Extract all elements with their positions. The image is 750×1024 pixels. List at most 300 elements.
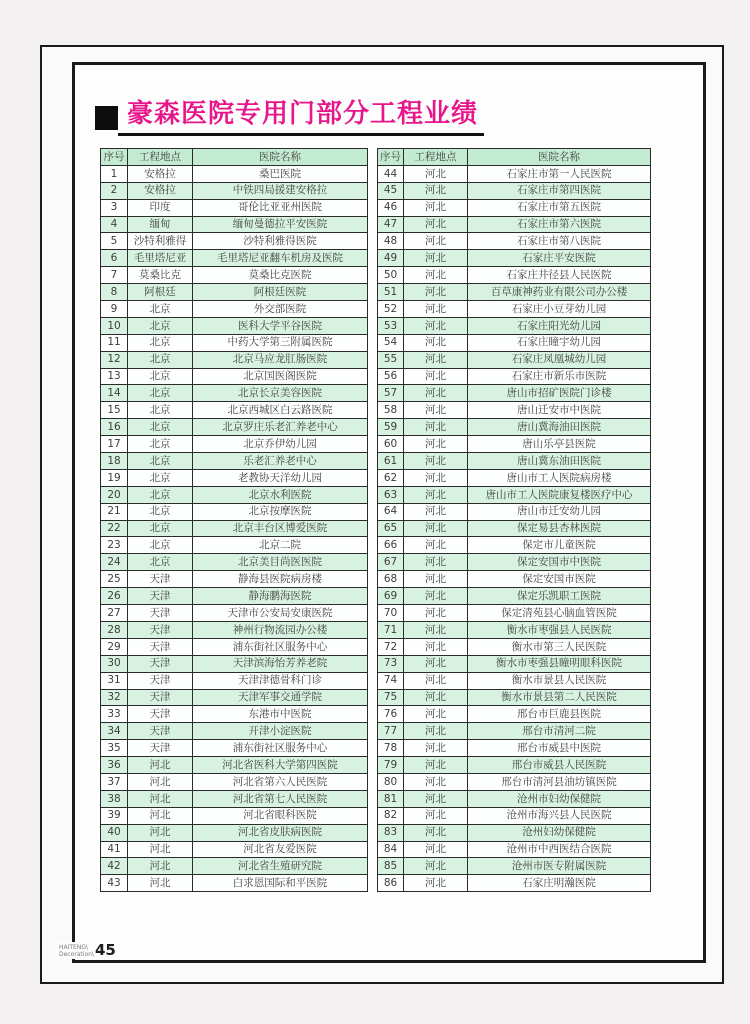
page-title: 豪森医院专用门部分工程业绩 [118,100,484,136]
location-cell: 河北 [404,351,468,368]
serial-cell: 67 [378,554,404,571]
location-cell: 河北 [404,402,468,419]
location-cell: 阿根廷 [128,284,193,301]
serial-cell: 44 [378,165,404,182]
hospital-cell: 石家庄市第四医院 [468,182,651,199]
location-cell: 天津 [128,655,193,672]
location-cell: 河北 [404,503,468,520]
serial-cell: 72 [378,638,404,655]
hospital-cell: 石家庄阳光幼儿园 [468,317,651,334]
table-row [378,402,651,419]
location-cell: 北京 [128,351,193,368]
hospital-cell: 唐山市招矿医院门诊楼 [468,385,651,402]
location-cell: 河北 [404,385,468,402]
location-cell: 北京 [128,402,193,419]
page-number: 45 [94,941,116,959]
serial-cell: 13 [101,368,128,385]
hospital-cell: 衡水市枣强县人民医院 [468,621,651,638]
serial-cell: 65 [378,520,404,537]
hospital-cell: 北京美目尚医医院 [193,554,368,571]
location-cell: 天津 [128,740,193,757]
table-row [101,436,368,453]
hospital-cell: 沙特利雅得医院 [193,233,368,250]
hospital-cell: 石家庄小豆芽幼儿园 [468,301,651,318]
hospital-cell: 河北省眼科医院 [193,807,368,824]
table-row [101,537,368,554]
hospital-cell: 唐山市迁安幼儿园 [468,503,651,520]
hospital-cell: 乐老汇养老中心 [193,453,368,470]
hospital-cell: 老教协天洋幼儿园 [193,469,368,486]
hospital-cell: 北京按摩医院 [193,503,368,520]
serial-cell: 83 [378,824,404,841]
location-cell: 河北 [128,773,193,790]
hospital-cell: 北京马应龙肛肠医院 [193,351,368,368]
table-row [378,757,651,774]
hospital-cell: 桑巴医院 [193,165,368,182]
table-row [101,233,368,250]
serial-cell: 76 [378,706,404,723]
serial-cell: 39 [101,807,128,824]
table-row [101,689,368,706]
brand-logo [56,942,119,959]
location-cell: 北京 [128,486,193,503]
header-location: 工程地点 [128,149,193,166]
location-cell: 北京 [128,469,193,486]
hospital-cell: 河北省第六人民医院 [193,773,368,790]
hospital-cell: 石家庄凤凰城幼儿园 [468,351,651,368]
table-row [101,351,368,368]
serial-cell: 31 [101,672,128,689]
location-cell: 天津 [128,638,193,655]
serial-cell: 27 [101,605,128,622]
location-cell: 河北 [404,740,468,757]
hospital-cell: 衡水市第三人民医院 [468,638,651,655]
table-row [378,216,651,233]
serial-cell: 19 [101,469,128,486]
location-cell: 莫桑比克 [128,267,193,284]
hospital-cell: 保定市儿童医院 [468,537,651,554]
table-row [378,655,651,672]
hospital-cell: 天津津德骨科门诊 [193,672,368,689]
location-cell: 河北 [404,655,468,672]
serial-cell: 61 [378,453,404,470]
location-cell: 北京 [128,503,193,520]
hospital-cell: 白求恩国际和平医院 [193,875,368,892]
hospital-cell: 北京长京美容医院 [193,385,368,402]
serial-cell: 66 [378,537,404,554]
table-row [101,334,368,351]
location-cell: 河北 [404,469,468,486]
table-row [378,317,651,334]
serial-cell: 5 [101,233,128,250]
location-cell: 河北 [404,453,468,470]
hospital-cell: 北京罗庄乐老汇养老中心 [193,419,368,436]
hospital-cell: 哥伦比亚亚州医院 [193,199,368,216]
hospital-cell: 河北省第七人民医院 [193,790,368,807]
hospital-cell: 神州行物流园办公楼 [193,621,368,638]
serial-cell: 82 [378,807,404,824]
table-row [378,588,651,605]
location-cell: 沙特利雅得 [128,233,193,250]
hospital-cell: 浦东街社区服务中心 [193,638,368,655]
location-cell: 河北 [128,807,193,824]
serial-cell: 38 [101,790,128,807]
location-cell: 河北 [128,824,193,841]
serial-cell: 4 [101,216,128,233]
location-cell: 天津 [128,621,193,638]
location-cell: 河北 [404,824,468,841]
table-row [378,503,651,520]
location-cell: 河北 [404,638,468,655]
table-row [378,740,651,757]
table-row [378,199,651,216]
hospital-cell: 唐山冀海油田医院 [468,419,651,436]
serial-cell: 16 [101,419,128,436]
location-cell: 毛里塔尼亚 [128,250,193,267]
table-row [101,588,368,605]
table-row [378,419,651,436]
hospital-cell: 邢台市威县中医院 [468,740,651,757]
table-row [378,486,651,503]
header-hospital: 医院名称 [193,149,368,166]
serial-cell: 51 [378,284,404,301]
serial-cell: 85 [378,858,404,875]
serial-cell: 73 [378,655,404,672]
serial-cell: 63 [378,486,404,503]
table-row [378,773,651,790]
serial-cell: 46 [378,199,404,216]
location-cell: 北京 [128,334,193,351]
table-row [378,385,651,402]
table-row [101,216,368,233]
serial-cell: 12 [101,351,128,368]
table-row [101,503,368,520]
serial-cell: 79 [378,757,404,774]
table-row [378,537,651,554]
brand-text [59,944,94,958]
hospital-cell: 保定易县杏林医院 [468,520,651,537]
location-cell: 安格拉 [128,165,193,182]
brand-line-bottom: Decoration\ [59,950,94,958]
table-row [101,301,368,318]
serial-cell: 14 [101,385,128,402]
serial-cell: 68 [378,571,404,588]
location-cell: 河北 [404,250,468,267]
serial-cell: 6 [101,250,128,267]
projects-table-right [377,148,651,892]
serial-cell: 1 [101,165,128,182]
table-row [378,841,651,858]
serial-cell: 23 [101,537,128,554]
table-row [378,790,651,807]
hospital-cell: 石家庄平安医院 [468,250,651,267]
table-row [101,824,368,841]
hospital-cell: 医科大学平谷医院 [193,317,368,334]
serial-cell: 86 [378,875,404,892]
serial-cell: 37 [101,773,128,790]
location-cell: 河北 [128,858,193,875]
hospital-cell: 唐山市工人医院康复楼医疗中心 [468,486,651,503]
brand-line-top: HAITENG\ [59,943,89,951]
serial-cell: 9 [101,301,128,318]
serial-cell: 49 [378,250,404,267]
serial-cell: 69 [378,588,404,605]
hospital-cell: 唐山乐亭县医院 [468,436,651,453]
serial-cell: 74 [378,672,404,689]
table-row [101,638,368,655]
serial-cell: 8 [101,284,128,301]
hospital-cell: 石家庄明瀚医院 [468,875,651,892]
hospital-cell: 阿根廷医院 [193,284,368,301]
serial-cell: 77 [378,723,404,740]
table-row [101,182,368,199]
table-row [101,605,368,622]
serial-cell: 15 [101,402,128,419]
hospital-cell: 河北省医科大学第四医院 [193,757,368,774]
serial-cell: 43 [101,875,128,892]
hospital-cell: 北京国医阁医院 [193,368,368,385]
serial-cell: 70 [378,605,404,622]
table-row [101,385,368,402]
serial-cell: 18 [101,453,128,470]
serial-cell: 26 [101,588,128,605]
location-cell: 河北 [404,419,468,436]
location-cell: 河北 [404,537,468,554]
table-row [378,706,651,723]
hospital-cell: 衡水市枣强县瞳明眼科医院 [468,655,651,672]
serial-cell: 2 [101,182,128,199]
page-title-row [95,100,484,136]
hospital-cell: 沧州市中西医结合医院 [468,841,651,858]
hospital-cell: 唐山迁安市中医院 [468,402,651,419]
table-row [378,520,651,537]
serial-cell: 11 [101,334,128,351]
serial-cell: 78 [378,740,404,757]
table-row [378,469,651,486]
table-row [378,672,651,689]
table-row [101,284,368,301]
hospital-cell: 开津小淀医院 [193,723,368,740]
location-cell: 北京 [128,537,193,554]
hospital-cell: 河北省友爱医院 [193,841,368,858]
table-row [101,453,368,470]
serial-cell: 64 [378,503,404,520]
location-cell: 北京 [128,520,193,537]
location-cell: 河北 [404,436,468,453]
location-cell: 天津 [128,706,193,723]
location-cell: 北京 [128,436,193,453]
hospital-cell: 保定乐凯职工医院 [468,588,651,605]
location-cell: 河北 [128,757,193,774]
serial-cell: 56 [378,368,404,385]
serial-cell: 28 [101,621,128,638]
hospital-cell: 北京丰台区博爱医院 [193,520,368,537]
table-row [101,790,368,807]
location-cell: 河北 [128,875,193,892]
table-row [101,672,368,689]
hospital-cell: 河北省皮肤病医院 [193,824,368,841]
location-cell: 北京 [128,385,193,402]
location-cell: 河北 [404,520,468,537]
serial-cell: 41 [101,841,128,858]
location-cell: 北京 [128,453,193,470]
location-cell: 天津 [128,588,193,605]
location-cell: 河北 [404,706,468,723]
hospital-cell: 北京乔伊幼儿园 [193,436,368,453]
hospital-cell: 沧州市海兴县人民医院 [468,807,651,824]
serial-cell: 35 [101,740,128,757]
serial-cell: 50 [378,267,404,284]
hospital-cell: 保定安国市中医院 [468,554,651,571]
location-cell: 河北 [404,807,468,824]
location-cell: 北京 [128,554,193,571]
location-cell: 河北 [404,284,468,301]
serial-cell: 84 [378,841,404,858]
serial-cell: 17 [101,436,128,453]
table-row [378,182,651,199]
location-cell: 河北 [404,267,468,284]
location-cell: 北京 [128,301,193,318]
header-serial: 序号 [101,149,128,166]
title-bullet-square-icon [95,106,118,130]
table-row [378,453,651,470]
projects-table-left [100,148,368,892]
location-cell: 河北 [404,199,468,216]
hospital-cell: 石家庄瞳宇幼儿园 [468,334,651,351]
location-cell: 河北 [404,621,468,638]
table-header-row [378,149,651,166]
table-row [101,807,368,824]
serial-cell: 54 [378,334,404,351]
table-row [378,436,651,453]
hospital-cell: 天津军事交通学院 [193,689,368,706]
hospital-cell: 百草康神药业有限公司办公楼 [468,284,651,301]
table-row [378,723,651,740]
serial-cell: 71 [378,621,404,638]
table-row [101,267,368,284]
table-row [101,773,368,790]
hospital-cell: 河北省生殖研究院 [193,858,368,875]
location-cell: 河北 [404,757,468,774]
serial-cell: 59 [378,419,404,436]
table-row [101,621,368,638]
header-serial: 序号 [378,149,404,166]
hospital-cell: 东港市中医院 [193,706,368,723]
table-row [378,284,651,301]
location-cell: 河北 [404,858,468,875]
table-row [378,571,651,588]
hospital-cell: 天津滨海怡芳养老院 [193,655,368,672]
serial-cell: 21 [101,503,128,520]
header-location: 工程地点 [404,149,468,166]
table-row [101,841,368,858]
table-row [378,605,651,622]
hospital-cell: 中药大学第三附属医院 [193,334,368,351]
table-row [101,757,368,774]
location-cell: 北京 [128,419,193,436]
table-row [378,267,651,284]
serial-cell: 40 [101,824,128,841]
serial-cell: 53 [378,317,404,334]
table-row [101,368,368,385]
table-row [378,301,651,318]
hospital-cell: 沧州市医专附属医院 [468,858,651,875]
serial-cell: 57 [378,385,404,402]
table-row [101,740,368,757]
table-row [101,317,368,334]
table-row [378,807,651,824]
location-cell: 河北 [404,790,468,807]
hospital-cell: 沧州市妇幼保健院 [468,790,651,807]
location-cell: 天津 [128,723,193,740]
hospital-cell: 莫桑比克医院 [193,267,368,284]
table-row [378,250,651,267]
hospital-cell: 北京水利医院 [193,486,368,503]
hospital-cell: 唐山冀东油田医院 [468,453,651,470]
location-cell: 北京 [128,317,193,334]
serial-cell: 29 [101,638,128,655]
serial-cell: 75 [378,689,404,706]
location-cell: 天津 [128,571,193,588]
table-header-row [101,149,368,166]
hospital-cell: 北京二院 [193,537,368,554]
hospital-cell: 邢台市清河二院 [468,723,651,740]
hospital-cell: 石家庄市第一人民医院 [468,165,651,182]
location-cell: 河北 [404,334,468,351]
table-row [101,723,368,740]
table-row [101,165,368,182]
serial-cell: 25 [101,571,128,588]
location-cell: 印度 [128,199,193,216]
table-row [378,824,651,841]
serial-cell: 55 [378,351,404,368]
table-row [101,486,368,503]
hospital-cell: 石家庄市第五医院 [468,199,651,216]
location-cell: 河北 [404,689,468,706]
hospital-cell: 外交部医院 [193,301,368,318]
table-row [101,419,368,436]
table-row [378,368,651,385]
serial-cell: 24 [101,554,128,571]
hospital-cell: 邢台市清河县油坊镇医院 [468,773,651,790]
serial-cell: 60 [378,436,404,453]
location-cell: 缅甸 [128,216,193,233]
serial-cell: 22 [101,520,128,537]
hospital-cell: 静海县医院病房楼 [193,571,368,588]
serial-cell: 80 [378,773,404,790]
location-cell: 河北 [404,301,468,318]
hospital-cell: 保定清苑县心脑血管医院 [468,605,651,622]
hospital-cell: 中铁四局援建安格拉 [193,182,368,199]
table-row [378,858,651,875]
serial-cell: 3 [101,199,128,216]
table-row [378,165,651,182]
table-row [101,655,368,672]
hospital-cell: 衡水市景县人民医院 [468,672,651,689]
location-cell: 河北 [404,233,468,250]
hospital-cell: 天津市公安局安康医院 [193,605,368,622]
serial-cell: 32 [101,689,128,706]
hospital-cell: 邢台市巨鹿县医院 [468,706,651,723]
hospital-cell: 衡水市景县第二人民医院 [468,689,651,706]
location-cell: 天津 [128,605,193,622]
serial-cell: 48 [378,233,404,250]
location-cell: 河北 [404,368,468,385]
location-cell: 河北 [404,317,468,334]
location-cell: 河北 [404,773,468,790]
table-row [378,875,651,892]
table-row [378,334,651,351]
